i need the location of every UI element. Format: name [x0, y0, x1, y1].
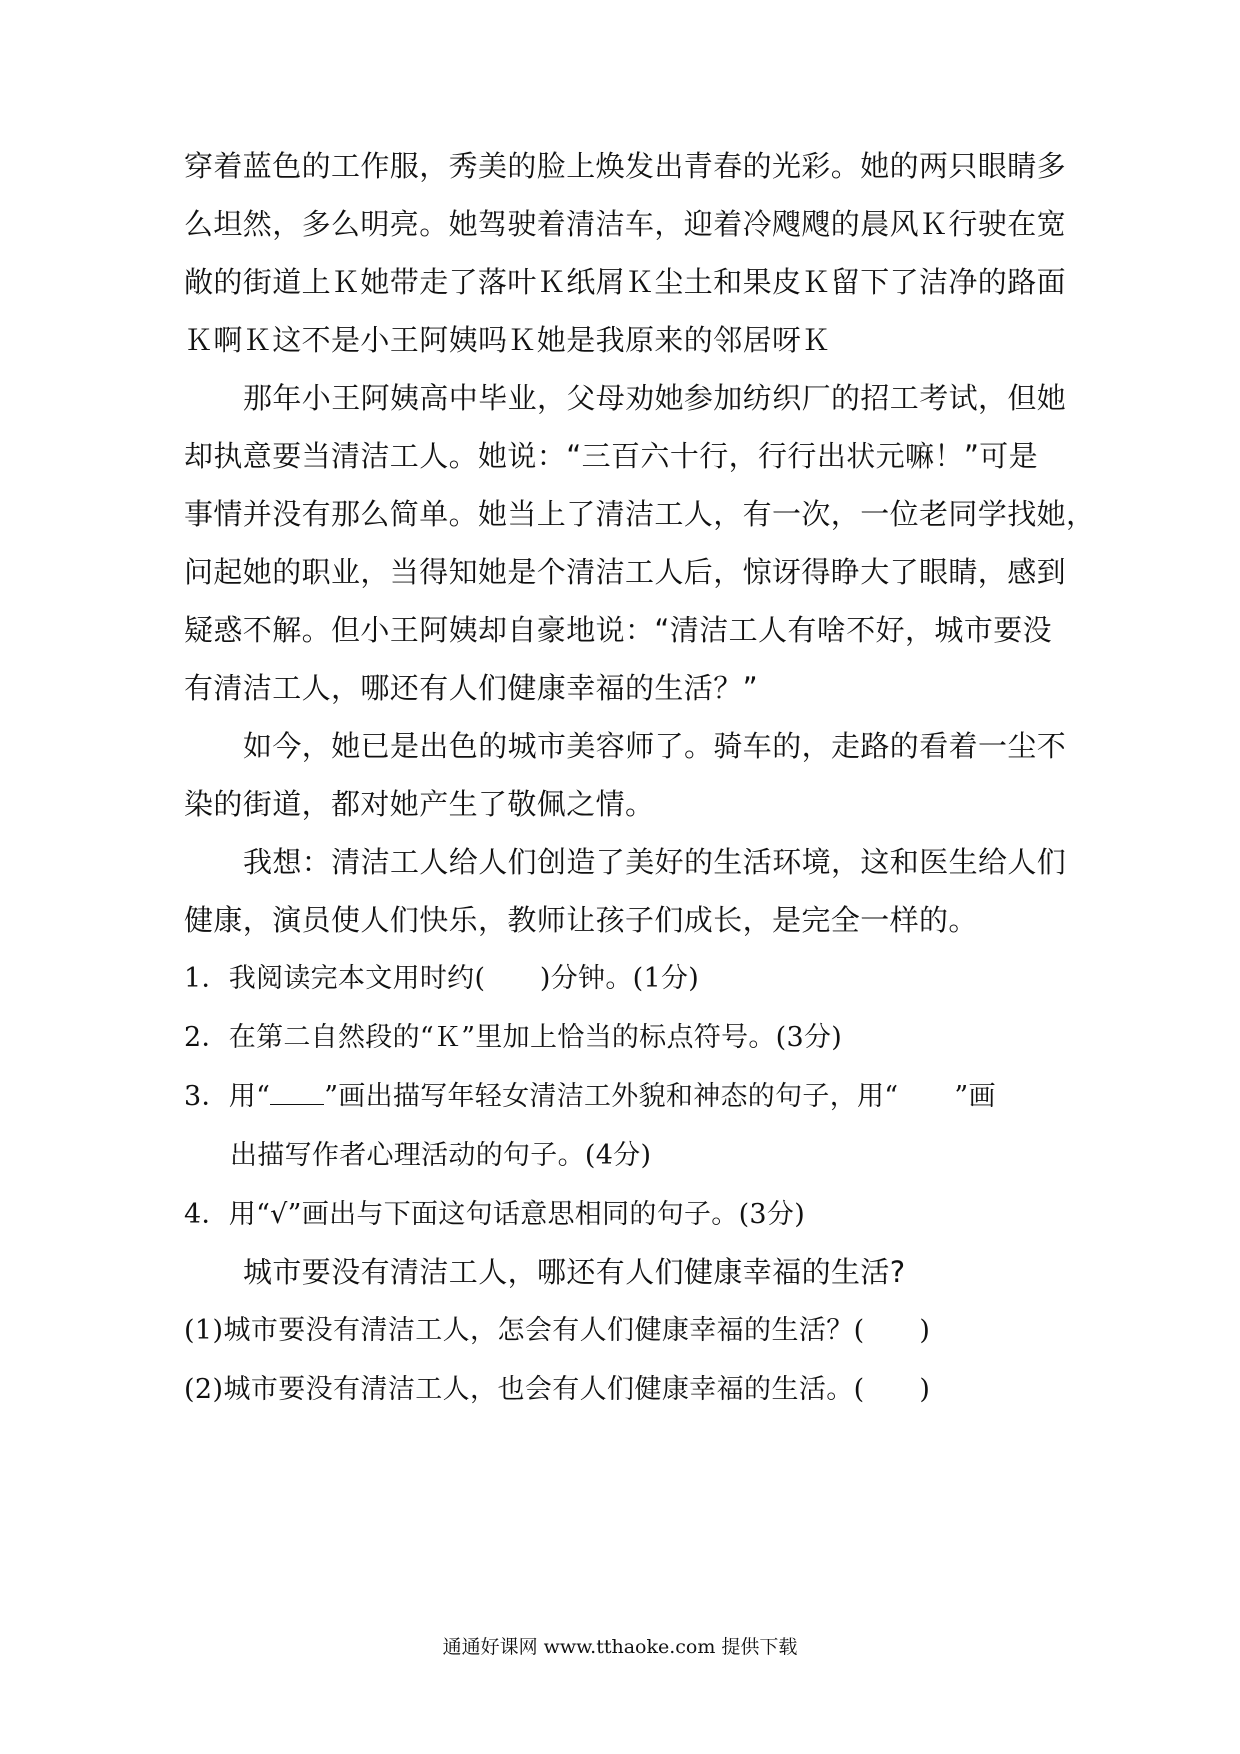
passage-line: 如今，她已是出色的城市美容师了。骑车的，走路的看着一尘不: [243, 729, 1067, 763]
passage-line: Ｋ啊Ｋ这不是小王阿姨吗Ｋ她是我原来的邻居呀Ｋ: [184, 323, 831, 357]
passage-line: 却执意要当清洁工人。她说：“三百六十行，行行出状元嘛！”可是: [184, 439, 1039, 473]
question-3: [184, 1077, 1064, 1117]
question-4: 4．用“√”画出与下面这句话意思相同的句子。(3分): [184, 1199, 806, 1230]
passage-line: 事情并没有那么简单。她当上了清洁工人，有一次，一位老同学找她，: [184, 497, 1096, 531]
passage-line: 穿着蓝色的工作服，秀美的脸上焕发出青春的光彩。她的两只眼睛多: [184, 149, 1067, 183]
straight-underline-sample: [270, 1082, 324, 1105]
option-2: (2)城市要没有清洁工人，也会有人们健康幸福的生活。( ): [184, 1374, 931, 1405]
question-4-sentence: 城市要没有清洁工人，哪还有人们健康幸福的生活?: [243, 1255, 906, 1289]
passage-line: 有清洁工人，哪还有人们健康幸福的生活？”: [184, 671, 759, 705]
passage-line: 敞的街道上Ｋ她带走了落叶Ｋ纸屑Ｋ尘土和果皮Ｋ留下了洁净的路面: [184, 265, 1067, 299]
passage-line: 么坦然，多么明亮。她驾驶着清洁车，迎着冷飕飕的晨风Ｋ行驶在宽: [184, 207, 1067, 241]
passage-line: 染的街道，都对她产生了敬佩之情。: [184, 787, 655, 821]
passage-line: 健康，演员使人们快乐，教师让孩子们成长，是完全一样的。: [184, 903, 978, 937]
question-3-continuation: 出描写作者心理活动的句子。(4分): [230, 1140, 652, 1171]
wavy-underline-sample: [898, 1083, 954, 1105]
question-1: 1．我阅读完本文用时约( )分钟。(1分): [184, 963, 700, 994]
passage-line: 问起她的职业，当得知她是个清洁工人后，惊讶得睁大了眼睛，感到: [184, 555, 1067, 589]
option-1: (1)城市要没有清洁工人，怎会有人们健康幸福的生活？( ): [184, 1315, 931, 1346]
question-3-suffix: ”画: [954, 1081, 996, 1112]
passage-line: 我想：清洁工人给人们创造了美好的生活环境，这和医生给人们: [243, 845, 1067, 879]
question-2: 2．在第二自然段的“Ｋ”里加上恰当的标点符号。(3分): [184, 1022, 843, 1053]
passage-line: 疑惑不解。但小王阿姨却自豪地说：“清洁工人有啥不好，城市要没: [184, 613, 1053, 647]
question-3-middle: ”画出描写年轻女清洁工外貌和神态的句子，用“: [324, 1081, 899, 1112]
passage-line: 那年小王阿姨高中毕业，父母劝她参加纺织厂的招工考试，但她: [243, 381, 1067, 415]
footer-credit: 通通好课网 www.tthaoke.com 提供下载: [442, 1636, 798, 1658]
question-3-prefix: 3．用“: [184, 1081, 271, 1112]
